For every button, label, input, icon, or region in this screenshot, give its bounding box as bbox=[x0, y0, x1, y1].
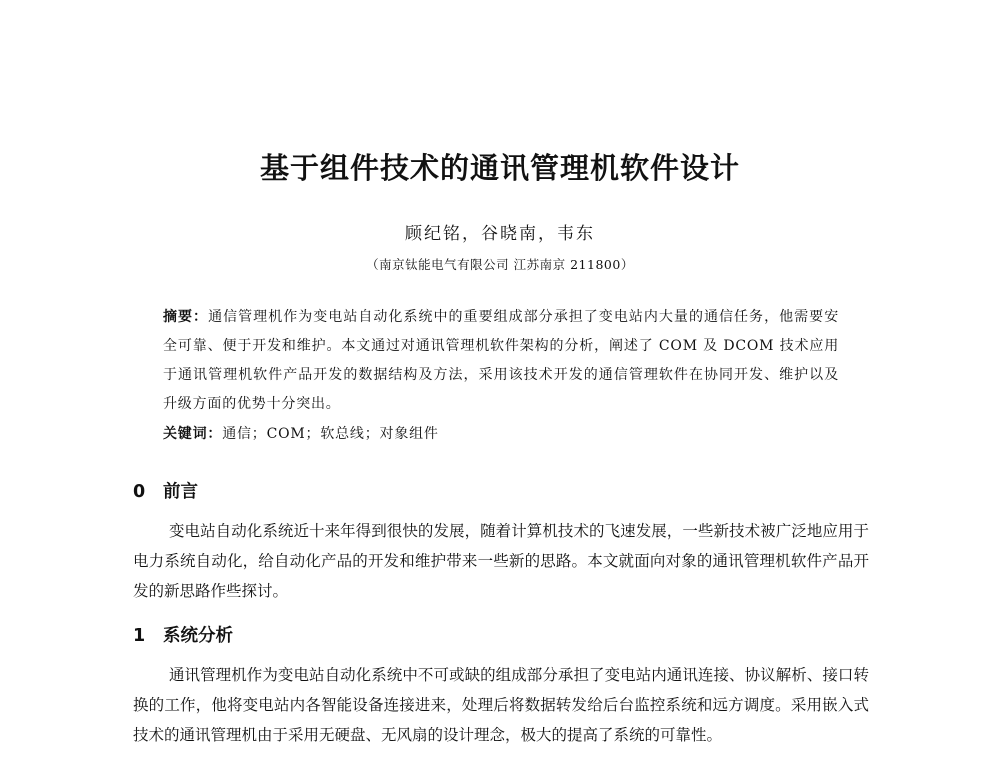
section-paragraph-introduction: 变电站自动化系统近十来年得到很快的发展，随着计算机技术的飞速发展，一些新技术被广泛地应用于电力系统自动化，给自动化产品的开发和维护带来一些新的思路。本文就面向对象的通讯管理机软件产品开发的新思路作些探讨。 bbox=[133, 522, 869, 600]
keywords-block bbox=[163, 423, 439, 443]
section-title: 系统分析 bbox=[163, 626, 233, 646]
abstract-text: 通信管理机作为变电站自动化系统中的重要组成部分承担了变电站内大量的通信任务，他需要安全可靠、便于开发和维护。本文通过对通讯管理机软件架构的分析，阐述了 COM 及 DCOM 技术应用于通讯管理机软件产品开发的数据结构及方法，采用该技术开发的通信管理软件在协同开发、维护以及升级方面的优势十分突出。 bbox=[163, 309, 839, 412]
abstract-block bbox=[163, 303, 839, 419]
section-heading-system-analysis bbox=[133, 622, 233, 647]
section-number: 0 bbox=[133, 482, 146, 502]
paper-affiliation: （南京钛能电气有限公司 江苏南京 211800） bbox=[366, 257, 634, 272]
section-number: 1 bbox=[133, 626, 146, 646]
paper-title: 基于组件技术的通讯管理机软件设计 bbox=[259, 151, 740, 185]
section-heading-introduction bbox=[133, 478, 198, 503]
keywords-text: 通信；COM；软总线；对象组件 bbox=[222, 426, 439, 442]
keywords-label: 关键词： bbox=[163, 426, 223, 442]
section-paragraph-system-analysis: 通讯管理机作为变电站自动化系统中不可或缺的组成部分承担了变电站内通讯连接、协议解析、接口转换的工作，他将变电站内各智能设备连接进来，处理后将数据转发给后台监控系统和远方调度。采用嵌入式技术的通讯管理机由于采用无硬盘、无风扇的设计理念，极大的提高了系统的可靠性。 bbox=[133, 666, 869, 744]
abstract-label: 摘要： bbox=[163, 309, 209, 325]
paper-authors: 顾纪铭，谷晓南，韦东 bbox=[405, 224, 595, 244]
section-title: 前言 bbox=[163, 482, 198, 502]
